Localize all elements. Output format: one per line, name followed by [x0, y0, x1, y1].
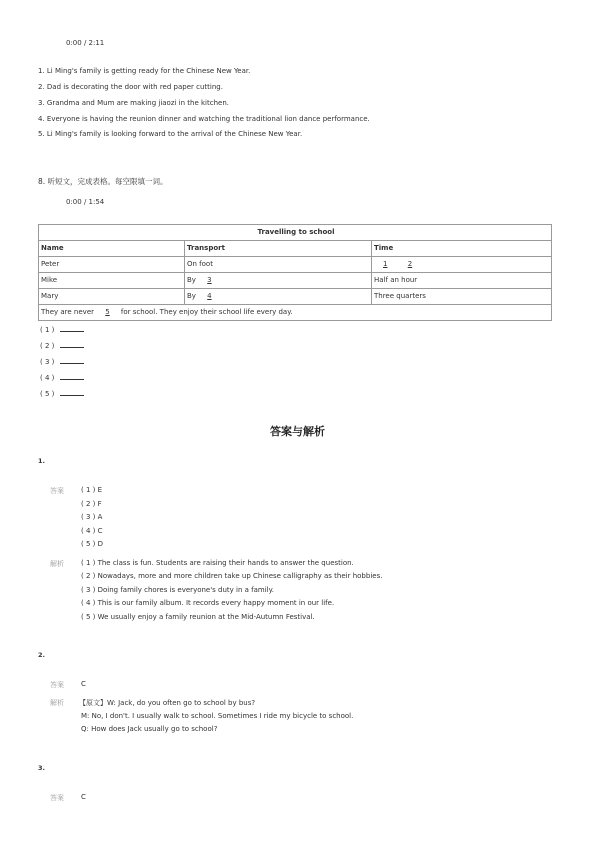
- analysis-line: ( 1 ) The class is fun. Students are raising their hands to answer the question.: [81, 559, 354, 567]
- answer-q3-number: 3.: [38, 764, 45, 772]
- answer-blank-5[interactable]: ( 5 ): [40, 389, 84, 398]
- cell-time: [372, 257, 552, 273]
- analysis-line: ( 5 ) We usually enjoy a family reunion at the Mid-Autumn Festival.: [81, 613, 315, 621]
- statement-2: 2. Dad is decorating the door with red paper cutting.: [38, 83, 223, 91]
- blank-5: 5: [105, 308, 110, 316]
- blank-2: 2: [407, 260, 413, 268]
- footer-post: for school. They enjoy their school life every day.: [118, 308, 293, 316]
- transport-prefix: By: [187, 292, 199, 300]
- table-title: Travelling to school: [39, 225, 552, 241]
- cell-transport: [185, 273, 372, 289]
- analysis-line: Q: How does Jack usually go to school?: [81, 725, 218, 733]
- answer-item: ( 5 ) D: [81, 540, 103, 548]
- answer-tag: 答案: [50, 487, 64, 495]
- audio-player-time[interactable]: 0:00 / 2:11: [66, 39, 105, 47]
- answer-blank-2[interactable]: ( 2 ): [40, 341, 84, 350]
- answer-item: ( 4 ) C: [81, 527, 103, 535]
- analysis-line: ( 3 ) Doing family chores is everyone's duty in a family.: [81, 586, 274, 594]
- analysis-line: ( 2 ) Nowadays, more and more children take up Chinese calligraphy as their hobbies.: [81, 572, 383, 580]
- answer-value: C: [81, 793, 86, 801]
- answer-tag: 答案: [50, 794, 64, 802]
- answer-value: C: [81, 680, 86, 688]
- answer-q1-number: 1.: [38, 457, 45, 465]
- transport-prefix: By: [187, 276, 199, 284]
- cell-name: Mike: [39, 273, 185, 289]
- blank-4: 4: [207, 292, 212, 300]
- analysis-line: ( 4 ) This is our family album. It records every happy moment in our life.: [81, 599, 335, 607]
- cell-time: Half an hour: [372, 273, 552, 289]
- column-header-name: Name: [39, 241, 185, 257]
- blank-3: 3: [207, 276, 212, 284]
- answer-tag: 答案: [50, 681, 64, 689]
- answer-blank-4[interactable]: ( 4 ): [40, 373, 84, 382]
- statement-1: 1. Li Ming's family is getting ready for the Chinese New Year.: [38, 67, 251, 75]
- answer-blank-1[interactable]: ( 1 ): [40, 325, 84, 334]
- table-row: [39, 273, 552, 289]
- analysis-line: 【原文】W: Jack, do you often go to school by bus?: [79, 699, 256, 707]
- column-header-transport: Transport: [185, 241, 372, 257]
- answer-item: ( 1 ) E: [81, 486, 103, 494]
- question-8-heading: 8. 听短文，完成表格。每空限填一词。: [38, 177, 168, 186]
- answers-section-title: 答案与解析: [270, 425, 325, 438]
- footer-pre: They are never: [41, 308, 97, 316]
- table-footer: [39, 305, 552, 321]
- travel-table: [38, 224, 552, 321]
- cell-name: Mary: [39, 289, 185, 305]
- cell-name: Peter: [39, 257, 185, 273]
- cell-time: Three quarters: [372, 289, 552, 305]
- statement-5: 5. Li Ming's family is looking forward to the arrival of the Chinese New Year.: [38, 130, 303, 138]
- analysis-line: M: No, I don't. I usually walk to school. Sometimes I ride my bicycle to school.: [81, 712, 354, 720]
- answer-q2-number: 2.: [38, 651, 45, 659]
- table-row: [39, 257, 552, 273]
- audio-player-time-q8[interactable]: 0:00 / 1:54: [66, 198, 105, 206]
- cell-transport: On foot: [185, 257, 372, 273]
- statement-4: 4. Everyone is having the reunion dinner and watching the traditional lion dance performance.: [38, 115, 370, 123]
- answer-item: ( 3 ) A: [81, 513, 103, 521]
- table-row: [39, 289, 552, 305]
- blank-1: 1: [383, 260, 388, 268]
- answer-item: ( 2 ) F: [81, 500, 102, 508]
- column-header-time: Time: [372, 241, 552, 257]
- answer-blank-3[interactable]: ( 3 ): [40, 357, 84, 366]
- analysis-tag: 解析: [50, 699, 64, 707]
- cell-transport: [185, 289, 372, 305]
- analysis-tag: 解析: [50, 560, 64, 568]
- statement-3: 3. Grandma and Mum are making jiaozi in the kitchen.: [38, 99, 230, 107]
